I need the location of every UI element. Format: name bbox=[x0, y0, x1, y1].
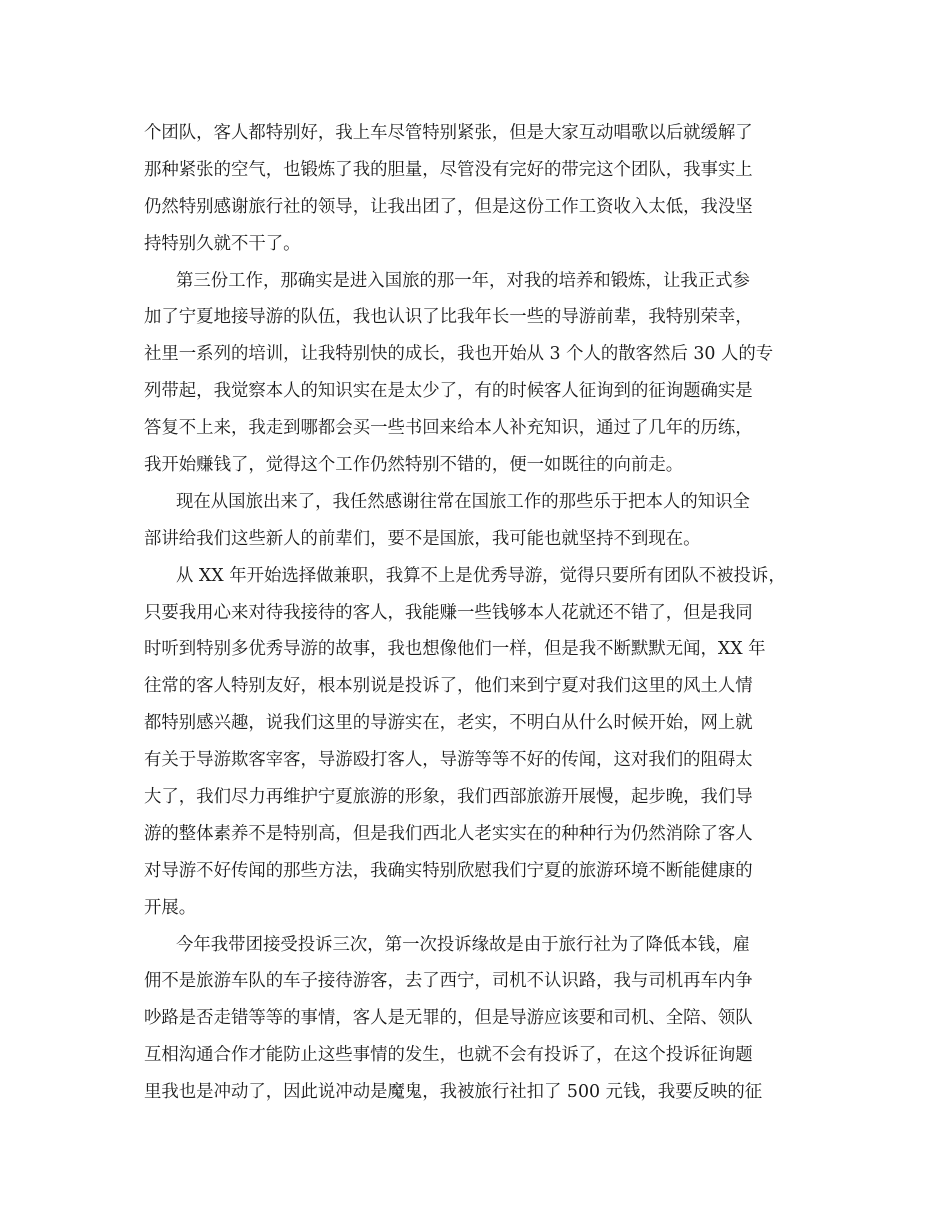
text-line: 里我也是冲动了，因此说冲动是魔鬼，我被旅行社扣了 500 元钱，我要反映的征 bbox=[144, 1082, 763, 1103]
text-line: 都特别感兴趣，说我们这里的导游实在，老实，不明白从什么时候开始，网上就 bbox=[144, 713, 753, 734]
text-line: 佣不是旅游车队的车子接待游客，去了西宁，司机不认识路，我与司机再车内争 bbox=[144, 971, 753, 992]
text-line: 现在从国旅出来了，我任然感谢往常在国旅工作的那些乐于把本人的知识全 bbox=[176, 491, 750, 512]
text-line: 往常的客人特别友好，根本别说是投诉了，他们来到宁夏对我们这里的风土人情 bbox=[144, 676, 753, 697]
text-line: 大了，我们尽力再维护宁夏旅游的形象，我们西部旅游开展慢，起步晚，我们导 bbox=[144, 787, 753, 808]
text-line: 有关于导游欺客宰客，导游殴打客人，导游等等不好的传闻，这对我们的阻碍太 bbox=[144, 750, 753, 771]
text-line: 第三份工作，那确实是进入国旅的那一年，对我的培养和锻炼，让我正式参 bbox=[176, 270, 750, 291]
text-line: 时听到特别多优秀导游的故事，我也想像他们一样，但是我不断默默无闻，XX 年 bbox=[144, 639, 766, 660]
text-line: 加了宁夏地接导游的队伍，我也认识了比我年长一些的导游前辈，我特别荣幸， bbox=[144, 307, 753, 328]
text-line: 吵路是否走错等等的事情，客人是无罪的，但是导游应该要和司机、全陪、领队 bbox=[144, 1008, 753, 1029]
text-line: 今年我带团接受投诉三次，第一次投诉缘故是由于旅行社为了降低本钱，雇 bbox=[176, 934, 750, 955]
text-line: 持特别久就不干了。 bbox=[144, 233, 301, 254]
text-line: 列带起，我觉察本人的知识实在是太少了，有的时候客人征询到的征询题确实是 bbox=[144, 381, 753, 402]
text-line: 我开始赚钱了，觉得这个工作仍然特别不错的，便一如既往的向前走。 bbox=[144, 455, 684, 476]
text-line: 互相沟通合作才能防止这些事情的发生，也就不会有投诉了，在这个投诉征询题 bbox=[144, 1045, 753, 1066]
text-line: 社里一系列的培训，让我特别快的成长，我也开始从 3 个人的散客然后 30 人的专 bbox=[144, 344, 774, 365]
text-line: 开展。 bbox=[144, 897, 197, 918]
text-line: 部讲给我们这些新人的前辈们，要不是国旅，我可能也就坚持不到现在。 bbox=[144, 528, 701, 549]
text-line: 对导游不好传闻的那些方法，我确实特别欣慰我们宁夏的旅游环境不断能健康的 bbox=[144, 860, 753, 881]
text-line: 答复不上来，我走到哪都会买一些书回来给本人补充知识，通过了几年的历练， bbox=[144, 418, 753, 439]
document-body bbox=[144, 115, 814, 1111]
text-line: 个团队，客人都特别好，我上车尽管特别紧张，但是大家互动唱歌以后就缓解了 bbox=[144, 123, 753, 143]
text-line: 只要我用心来对待我接待的客人，我能赚一些钱够本人花就还不错了，但是我同 bbox=[144, 602, 753, 623]
text-line: 仍然特别感谢旅行社的领导，让我出团了，但是这份工作工资收入太低，我没坚 bbox=[144, 196, 753, 217]
text-line: 从 XX 年开始选择做兼职，我算不上是优秀导游，觉得只要所有团队不被投诉， bbox=[176, 565, 786, 586]
text-line: 游的整体素养不是特别高，但是我们西北人老实实在的种种行为仍然消除了客人 bbox=[144, 823, 753, 844]
text-line: 那种紧张的空气，也锻炼了我的胆量，尽管没有完好的带完这个团队，我事实上 bbox=[144, 159, 753, 180]
